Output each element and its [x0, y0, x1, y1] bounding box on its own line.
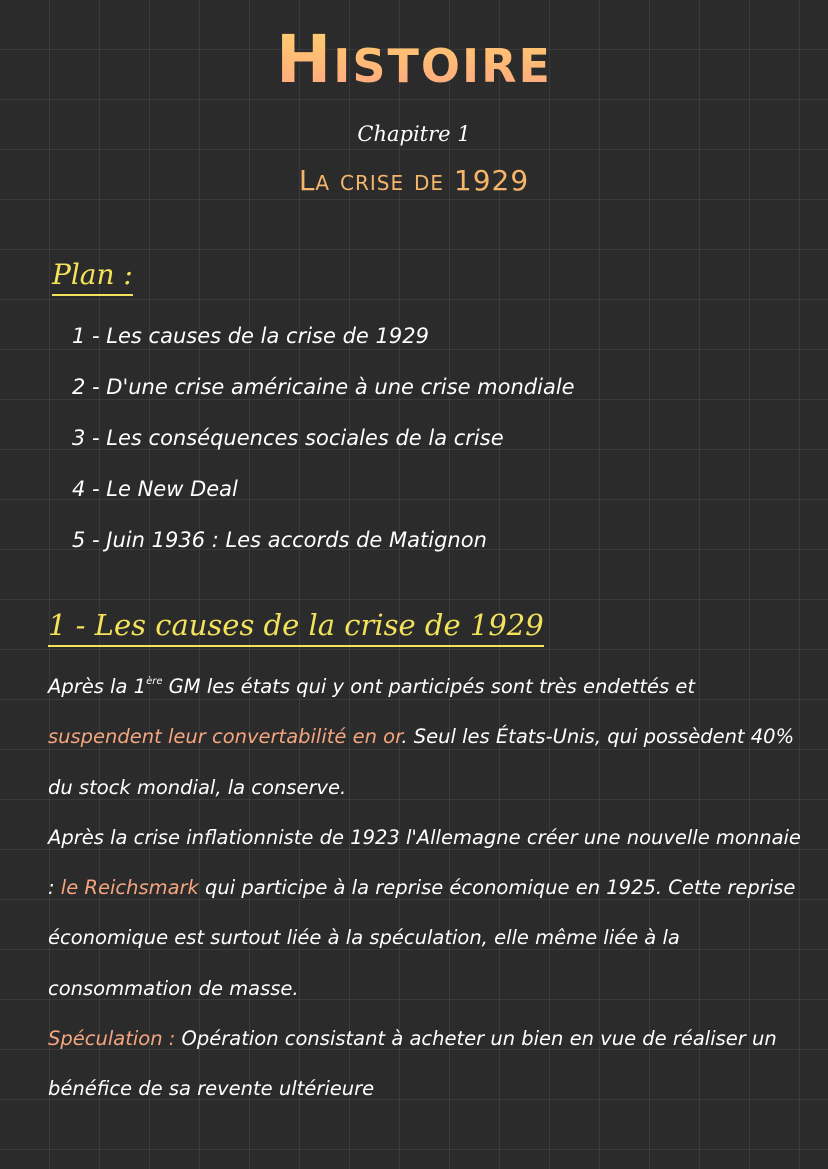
plan-item: 4 - Le New Deal: [72, 477, 238, 501]
text-run: . Seul les États-Unis, qui possèdent 40% du stock mondial, la conserve.: [48, 725, 795, 799]
definition-speculation: [48, 1014, 808, 1115]
highlight-keyword: le Reichsmark: [60, 876, 199, 900]
definition-term: Spéculation :: [48, 1027, 176, 1051]
text-run: Après la crise inflationniste de 1923 l'Allemagne créer une nouvelle monnaie :: [48, 825, 801, 900]
plan-item: 2 - D'une crise américaine à une crise mondiale: [72, 375, 575, 399]
section-heading: 1 - Les causes de la crise de 1929: [48, 606, 544, 647]
text-run: qui participe à la reprise économique en 1925. Cette reprise économique est surtout liée à la spéculation, elle même liée à la consommation de masse.: [48, 876, 796, 1000]
section-body: [48, 662, 808, 1115]
highlight-keyword: suspendent leur convertabilité en or: [48, 725, 402, 749]
chapter-title: La crise de 1929: [298, 164, 530, 197]
plan-list: [72, 316, 575, 571]
chapter-number: Chapitre 1: [357, 122, 471, 146]
page-title: Histoire: [0, 10, 828, 110]
plan-heading: Plan :: [52, 258, 133, 296]
superscript: ère: [146, 676, 163, 687]
paragraph-reichsmark: [48, 813, 808, 1014]
plan-item: 5 - Juin 1936 : Les accords de Matignon: [72, 528, 487, 552]
text-run: GM les états qui y ont participés sont très endettés et: [162, 675, 696, 698]
plan-item: 1 - Les causes de la crise de 1929: [72, 324, 429, 348]
paragraph-convertibility: [48, 662, 808, 813]
plan-item: 3 - Les conséquences sociales de la crise: [72, 426, 504, 450]
definition-text: Opération consistant à acheter un bien en vue de réaliser un bénéfice de sa revente ultérieure: [48, 1027, 777, 1101]
text-run: Après la 1: [48, 675, 147, 698]
